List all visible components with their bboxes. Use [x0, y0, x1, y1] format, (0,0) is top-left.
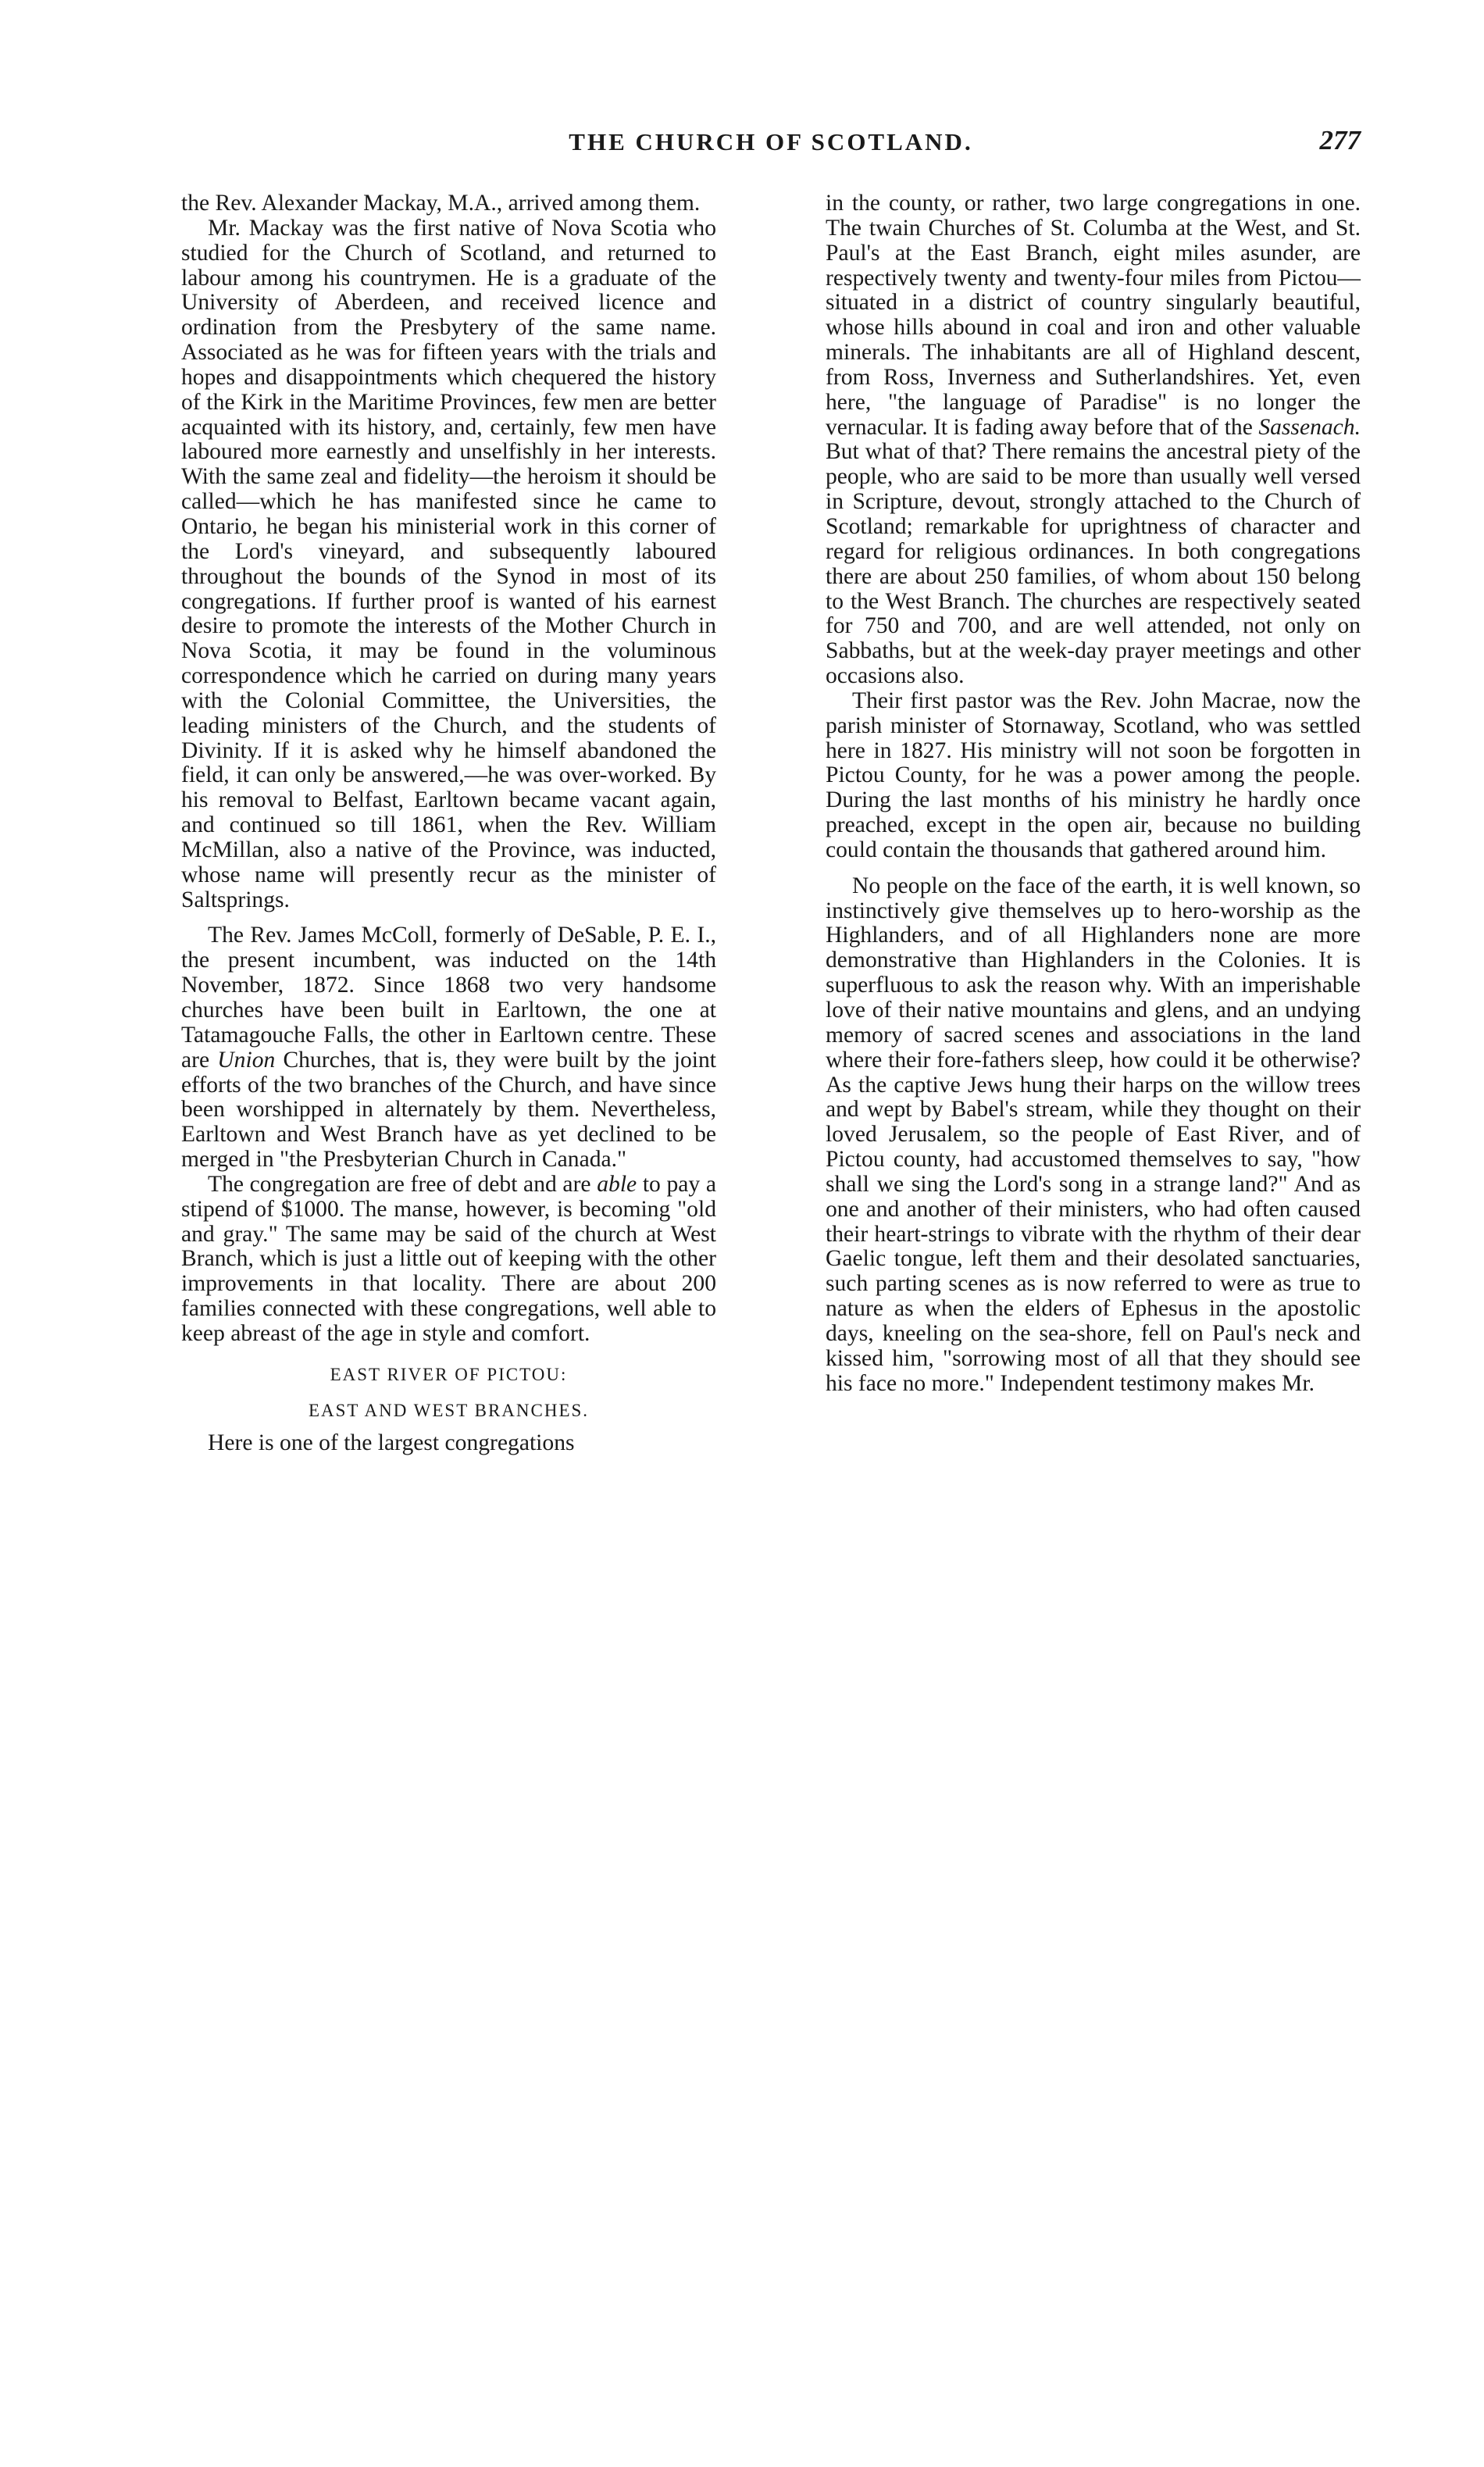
section-subheading: EAST AND WEST BRANCHES. [308, 1400, 590, 1420]
paragraph: Here is one of the largest congregations [208, 1430, 575, 1455]
paragraph-text: Churches, that is, they were built by the joint efforts of the two branches of the Church, and have since been worshipped in alternately by them. Nevertheless, Earltown and West Branch have as yet declined to be merged in "the Presbyterian Church in Canada." [181, 1047, 716, 1173]
emphasis-text: able [597, 1171, 637, 1197]
section-heading: EAST RIVER OF PICTOU: [330, 1364, 568, 1384]
paragraph: the Rev. Alexander Mackay, M.A., arrived among them. [181, 191, 701, 216]
right-column [826, 191, 1361, 1397]
emphasis-text: Sassenach. [1258, 414, 1361, 440]
paragraph [181, 1173, 716, 1347]
paragraph-text: The congregation are free of debt and are [208, 1171, 591, 1197]
running-head: THE CHURCH OF SCOTLAND. [569, 128, 973, 155]
paragraph: Mr. Mackay was the first native of Nova Scotia who studied for the Church of Scotland, and returned to labour among his countrymen. He is a graduate of the University of Aberdeen, and received licence and ordination from the Presbytery of the same name. Associated as he was for fifteen years with the trials and hopes and disappointments which chequered the history of the Kirk in the Maritime Provinces, few men are better acquainted with its history, and, certainly, few men have laboured more earnestly and unselfishly in her interests. With the same zeal and fidelity—the heroism it should be called—which he has manifested since he came to Ontario, he began his ministerial work in this corner of the Lord's vineyard, and subsequently laboured throughout the bounds of the Synod in most of its congregations. If further proof is wanted of his earnest desire to promote the interests of the Mother Church in Nova Scotia, it may be found in the voluminous correspondence which he carried on during many years with the Colonial Committee, the Universities, the leading ministers of the Church, and the students of Divinity. If it is asked why he himself abandoned the field, it can only be answered,—he was over-worked. By his removal to Belfast, Earltown became vacant again, and continued so till 1861, when the Rev. William McMillan, also a native of the Province, was inducted, whose name will presently recur as the minister of Saltsprings. [181, 215, 716, 912]
paragraph: Their first pastor was the Rev. John Macrae, now the parish minister of Stornaway, Scotland, who was settled here in 1827. His ministry will not soon be forgotten in Pictou County, for he was a power among the people. During the last months of his ministry he hardly once preached, except in the open air, because no building could contain the thousands that gathered around him. [826, 687, 1361, 862]
page-header [181, 125, 1361, 164]
paragraph-text: But what of that? There remains the ancestral piety of the people, who are said to be more than usually well versed in Scripture, devout, strongly attached to the Church of Scotland; remarkable for uprightness of character and regard for religious ordinances. In both congregations there are about 250 families, of whom about 150 belong to the West Branch. The churches are respectively seated for 750 and 700, and are well attended, not only on Sabbaths, but at the week-day prayer meetings and other occasions also. [826, 439, 1361, 689]
paragraph [181, 923, 716, 1172]
paragraph-text: to pay a stipend of $1000. The manse, however, is becoming "old and gray." The same may be said of the church at West Branch, which is just a little out of keeping with the other improvements in that locality. There are about 200 families connected with these congregations, well able to keep abreast of the age in style and comfort. [181, 1171, 716, 1346]
paragraph [826, 191, 1361, 689]
emphasis-text: Union [217, 1047, 276, 1073]
paragraph-text: in the county, or rather, two large congregations in one. The twain Churches of St. Columba at the West, and St. Paul's at the East Branch, eight miles asunder, are respectively twenty and twenty-four miles from Pictou—situated in a district of country singularly beautiful, whose hills abound in coal and iron and other valuable minerals. The inhabitants are all of Highland descent, from Ross, Inverness and Sutherlandshires. Yet, even here, "the language of Paradise" is no longer the vernacular. It is fading away before that of the [826, 191, 1361, 440]
left-column [181, 191, 716, 1455]
paragraph: No people on the face of the earth, it is well known, so instinctively give themselves up to hero-worship as the Highlanders, and of all Highlanders none are more demonstrative than Highlanders in the Colonies. It is superfluous to ask the reason why. With an imperishable love of their native mountains and glens, and an undying memory of sacred scenes and associations in the land where their fore-fathers sleep, how could it be otherwise? As the captive Jews hung their harps on the willow trees and wept by Babel's stream, while they thought on their loved Jerusalem, so the people of East River, and of Pictou county, had accustomed themselves to say, "how shall we sing the Lord's song in a strange land?" And as one and another of their ministers, who had often caused their heart-strings to vibrate with the rhythm of their dear Gaelic tongue, left them and their desolated sanctuaries, such parting scenes as is now referred to were as true to nature as when the elders of Ephesus in the apostolic days, kneeling on the sea-shore, fell on Paul's neck and kissed him, "sorrowing most of all that they should see his face no more." Independent testimony makes Mr. [826, 873, 1361, 1396]
page-number: 277 [1319, 125, 1361, 155]
paragraph-text: The Rev. James McColl, formerly of DeSable, P. E. I., the present incumbent, was inducted on the 14th November, 1872. Since 1868 two very handsome churches have been built in Earltown, the one at Tatamagouche Falls, the other in Earltown centre. These are [181, 923, 716, 1073]
